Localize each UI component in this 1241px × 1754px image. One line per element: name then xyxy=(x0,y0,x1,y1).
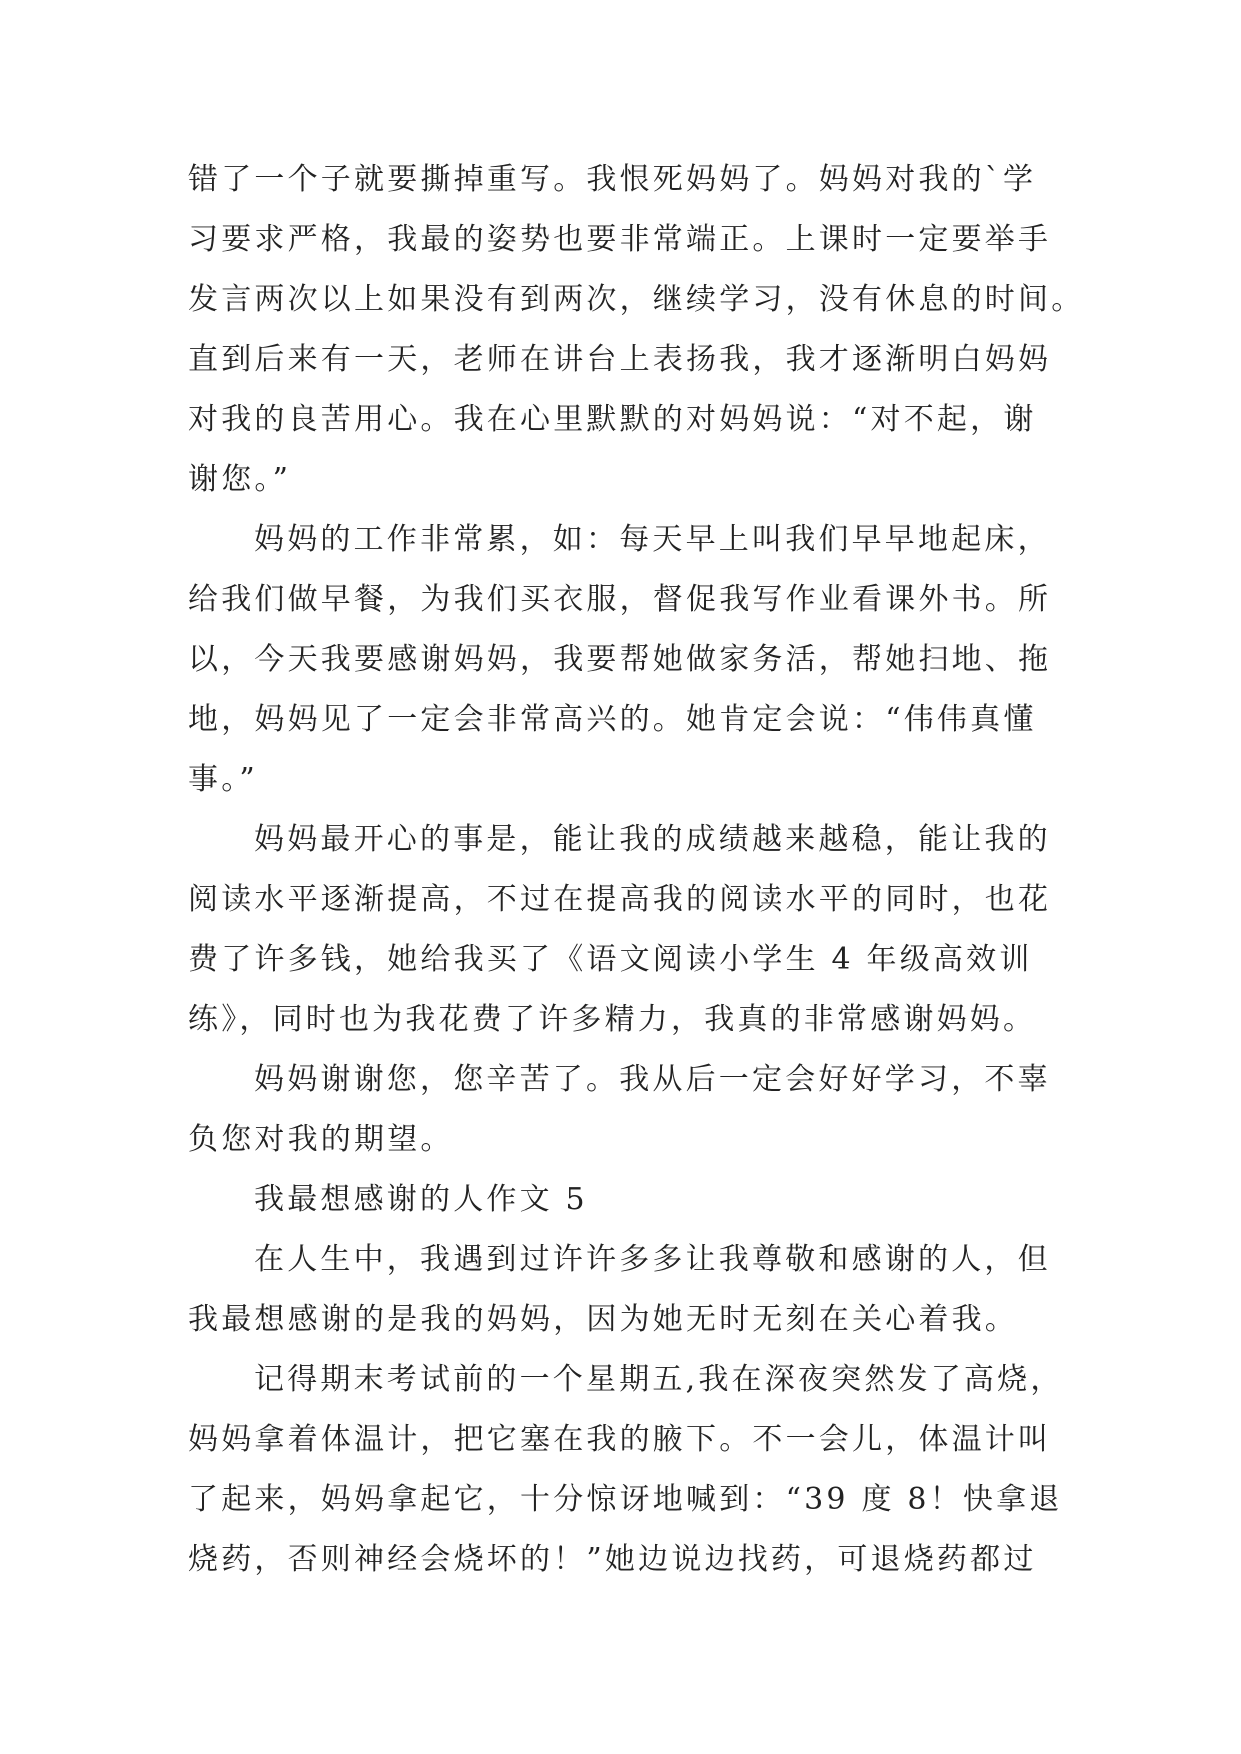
text-line: 以，今天我要感谢妈妈，我要帮她做家务活，帮她扫地、拖 xyxy=(188,642,1052,677)
text-line: 费了许多钱，她给我买了《语文阅读小学生 4 年级高效训 xyxy=(188,942,1033,977)
text-line: 给我们做早餐，为我们买衣服，督促我写作业看课外书。所 xyxy=(188,582,1052,617)
text-line: 了起来，妈妈拿起它，十分惊讶地喊到：“39 度 8！快拿退 xyxy=(188,1482,1063,1517)
paragraph-first-line: 妈妈最开心的事是，能让我的成绩越来越稳，能让我的 xyxy=(254,822,1051,857)
text-line: 错了一个子就要撕掉重写。我恨死妈妈了。妈妈对我的`学 xyxy=(188,162,1037,197)
text-line: 练》，同时也为我花费了许多精力，我真的非常感谢妈妈。 xyxy=(188,1002,1037,1037)
text-line: 负您对我的期望。 xyxy=(188,1122,454,1157)
text-line: 我最想感谢的是我的妈妈，因为她无时无刻在关心着我。 xyxy=(188,1302,1018,1337)
text-line: 事。” xyxy=(188,762,258,797)
paragraph-first-line: 妈妈的工作非常累，如：每天早上叫我们早早地起床， xyxy=(254,522,1051,557)
text-line: 烧药，否则神经会烧坏的！”她边说边找药，可退烧药都过 xyxy=(188,1542,1037,1577)
text-line: 阅读水平逐渐提高，不过在提高我的阅读水平的同时，也花 xyxy=(188,882,1052,917)
text-line: 直到后来有一天，老师在讲台上表扬我，我才逐渐明白妈妈 xyxy=(188,342,1052,377)
paragraph-first-line: 在人生中，我遇到过许许多多让我尊敬和感谢的人，但 xyxy=(254,1242,1051,1277)
essay-body xyxy=(188,150,1085,1590)
paragraph-first-line: 妈妈谢谢您，您辛苦了。我从后一定会好好学习，不辜 xyxy=(254,1062,1051,1097)
section-heading: 我最想感谢的人作文 5 xyxy=(254,1182,588,1217)
text-line: 习要求严格，我最的姿势也要非常端正。上课时一定要举手 xyxy=(188,222,1052,257)
text-line: 发言两次以上如果没有到两次，继续学习，没有休息的时间。 xyxy=(188,282,1085,317)
text-line: 对我的良苦用心。我在心里默默的对妈妈说：“对不起，谢 xyxy=(188,402,1037,437)
text-line: 地，妈妈见了一定会非常高兴的。她肯定会说：“伟伟真懂 xyxy=(188,702,1037,737)
text-line: 谢您。” xyxy=(188,462,292,497)
paragraph-first-line: 记得期末考试前的一个星期五,我在深夜突然发了高烧， xyxy=(254,1362,1064,1397)
text-line: 妈妈拿着体温计，把它塞在我的腋下。不一会儿，体温计叫 xyxy=(188,1422,1052,1457)
